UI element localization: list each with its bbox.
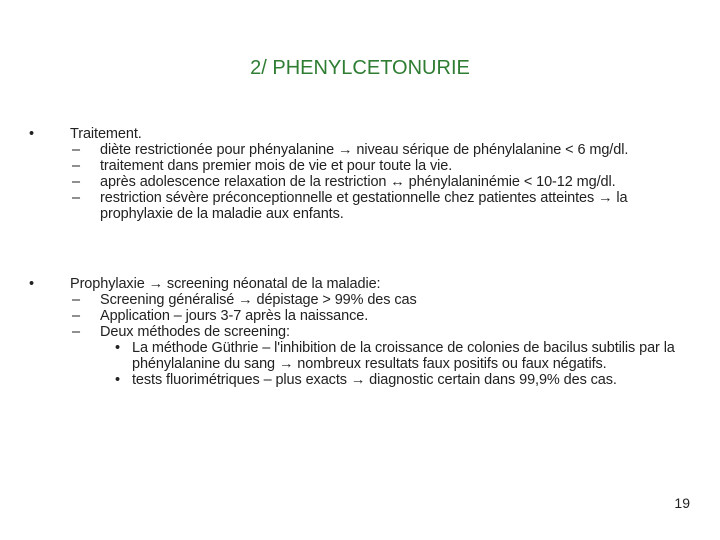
page-number: 19 (674, 495, 690, 511)
section-prophylaxis (29, 276, 699, 388)
list-item-text: traitement dans premier mois de vie et pour toute la vie. (100, 158, 453, 174)
section-heading: Traitement. (70, 126, 142, 142)
section-treatment (29, 126, 699, 222)
slide-title: 2/ PHENYLCETONURIE (250, 57, 470, 79)
dash-icon: – (72, 158, 80, 174)
list-item-text: Screening généralisé → dépistage > 99% des cas (100, 292, 417, 308)
dash-icon: – (72, 190, 80, 206)
bullet-icon: • (29, 126, 34, 142)
list-item-text: Deux méthodes de screening: (100, 324, 290, 340)
list-item-text: restriction sévère préconceptionnelle et gestationnelle chez patientes atteintes → la prophylaxie de la maladie aux enfants. (100, 190, 628, 222)
list-item (29, 190, 699, 222)
dash-icon: – (72, 142, 80, 158)
bullet-icon: • (115, 372, 120, 388)
list-item (29, 308, 699, 324)
bullet-treatment (29, 126, 699, 142)
section-heading: Prophylaxie → screening néonatal de la maladie: (70, 276, 381, 292)
list-item (29, 292, 699, 308)
list-item-text: diète restrictionée pour phényalanine → niveau sérique de phénylalanine < 6 mg/dl. (100, 142, 629, 158)
list-item (29, 324, 699, 340)
sub-list-item-text: tests fluorimétriques – plus exacts → diagnostic certain dans 99,9% des cas. (132, 372, 617, 388)
sub-list-item (29, 372, 699, 388)
bullet-icon: • (115, 340, 120, 356)
dash-icon: – (72, 308, 80, 324)
dash-icon: – (72, 324, 80, 340)
list-item (29, 158, 699, 174)
bullet-icon: • (29, 276, 34, 292)
list-item (29, 174, 699, 190)
list-item (29, 142, 699, 158)
sub-list-item (29, 340, 699, 372)
list-item-text: Application – jours 3-7 après la naissance. (100, 308, 369, 324)
dash-icon: – (72, 174, 80, 190)
dash-icon: – (72, 292, 80, 308)
bullet-prophylaxis (29, 276, 699, 292)
sub-list-item-text: La méthode Güthrie – l'inhibition de la croissance de colonies de bacilus subtilis par la phénylalanine du sang → nombreux resultats faux positifs ou faux négatifs. (132, 340, 675, 372)
list-item-text: après adolescence relaxation de la restriction ↔ phénylalaninémie < 10-12 mg/dl. (100, 174, 616, 190)
